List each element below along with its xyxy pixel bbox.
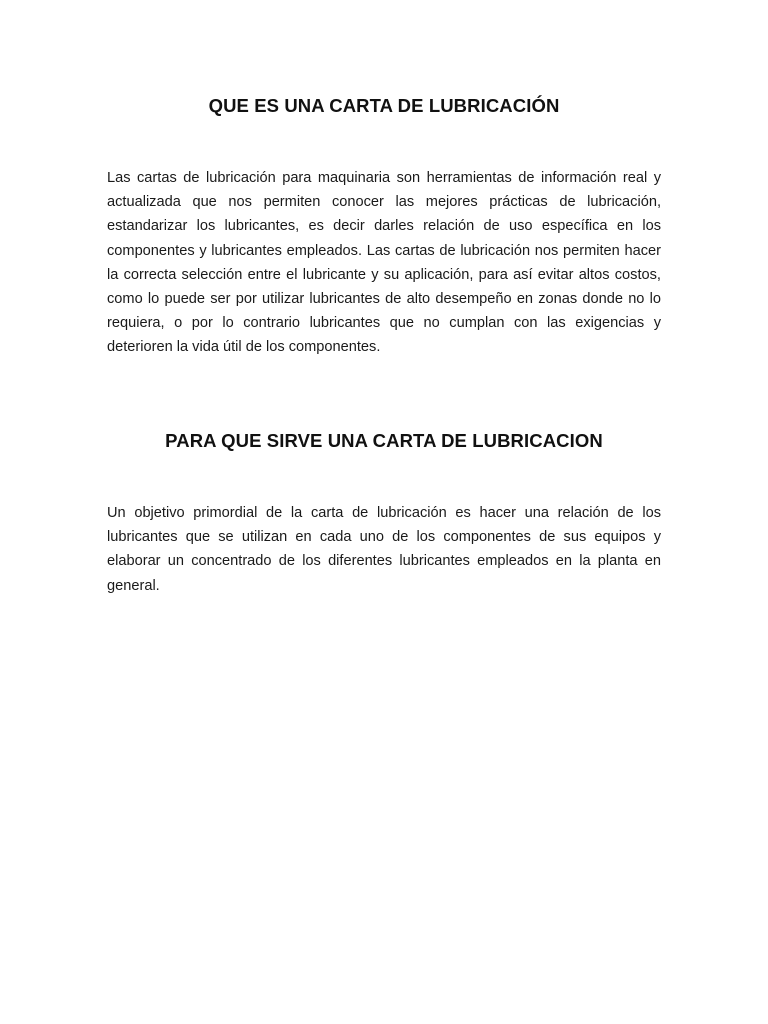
section-paragraph-que-es: Las cartas de lubricación para maquinaria son herramientas de información real y actualizada que nos permiten conocer las mejores prácticas de lubricación, estandarizar los lubricantes, es decir darles relación de uso específica en los componentes y lubricantes empleados. Las cartas de lubricación nos permiten hacer la correcta selección entre el lubricante y su aplicación, para así evitar altos costos, como lo puede ser por utilizar lubricantes de alto desempeño en zonas donde no lo requiera, o por lo contrario lubricantes que no cumplan con las exigencias y deterioren la vida útil de los componentes. xyxy=(107,170,661,356)
section-heading-que-es: QUE ES UNA CARTA DE LUBRICACIÓN xyxy=(208,95,560,116)
section-paragraph-para-que-sirve: Un objetivo primordial de la carta de lubricación es hacer una relación de los lubricantes que se utilizan en cada uno de los componentes de sus equipos y elaborar un concentrado de los diferentes lubricantes empleados en la planta en general. xyxy=(107,505,661,594)
section-heading-para-que-sirve: PARA QUE SIRVE UNA CARTA DE LUBRICACION xyxy=(165,430,603,451)
